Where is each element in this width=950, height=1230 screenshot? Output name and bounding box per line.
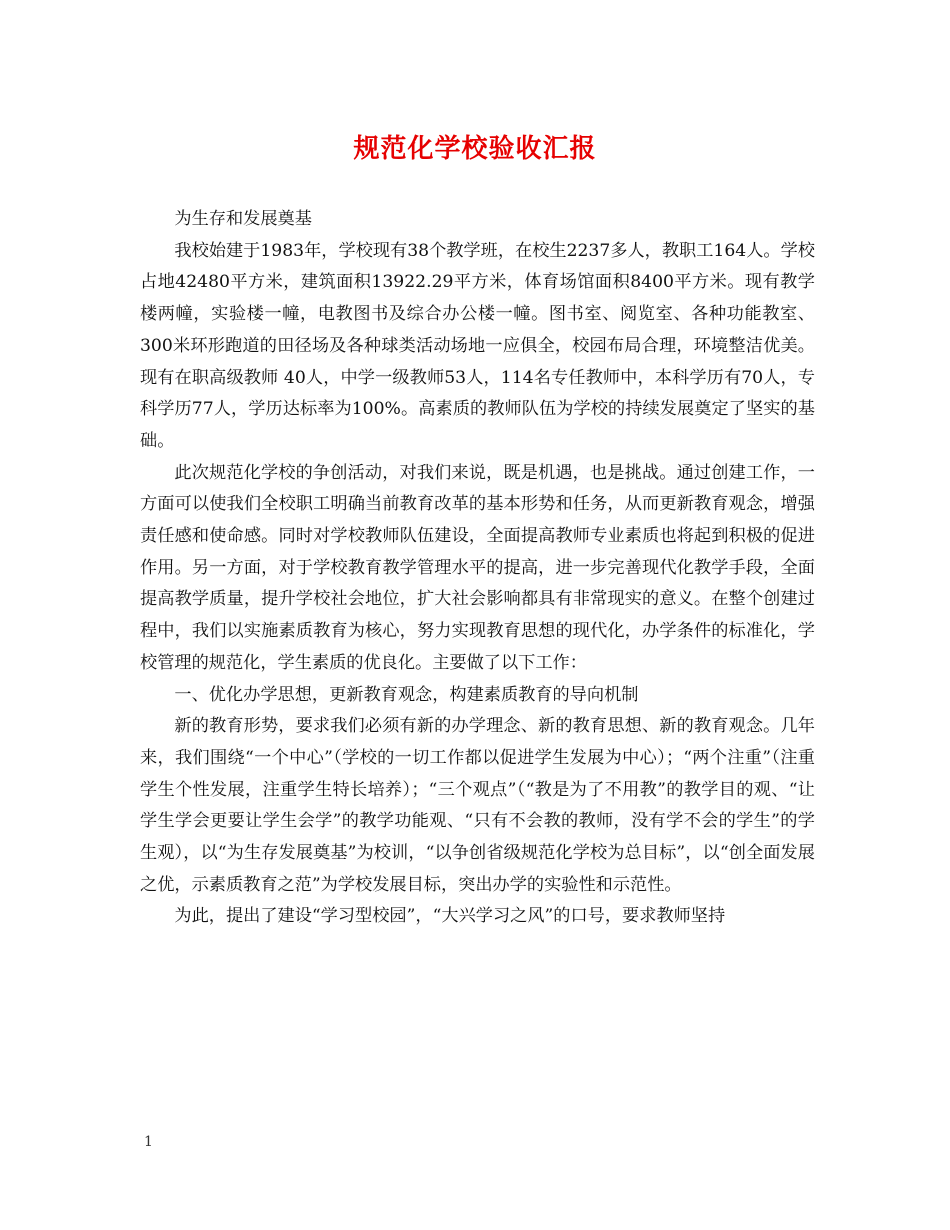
document-title: 规范化学校验收汇报 <box>353 134 597 164</box>
paragraph-learning-campus: 为此，提出了建设“学习型校园”，“大兴学习之风”的口号，要求教师坚持 <box>174 906 726 927</box>
paragraph-standardization-activity: 此次规范化学校的争创活动，对我们来说，既是机遇，也是挑战。通过创建工作，一方面可以使我们全校职工明确当前教育改革的基本形势和任务，从而更新教育观念，增强责任感和使命感。同时对学校教师队伍建设，全面提高教师专业素质也将起到积极的促进作用。另一方面，对于学校教育教学管理水平的提高，进一步完善现代化教学手段，全面提高教学质量，提升学校社会地位，扩大社会影响都具有非常现实的意义。在整个创建过程中，我们以实施素质教育为核心，努力实现教育思想的现代化，办学条件的标准化，学校管理的规范化，学生素质的优良化。主要做了以下工作： <box>140 462 815 673</box>
paragraph-motto: 为生存和发展奠基 <box>174 209 312 229</box>
paragraph-school-overview: 我校始建于1983年，学校现有38个教学班，在校生2237多人，教职工164人。学校占地42480平方米，建筑面积13922.29平方米，体育场馆面积8400平方米。现有教学楼两幢，实验楼一幢，电教图书及综合办公楼一幢。图书室、阅览室、各种功能教室、300米环形跑道的田径场及各种球类活动场地一应俱全，校园布局合理，环境整洁优美。现有在职高级教师 40人，中学一级教师53人，114名专任教师中，本科学历有70人，专科学历77人，学历达标率为100%。高素质的教师队伍为学校的持续发展奠定了坚实的基础。 <box>140 240 815 451</box>
section-heading-1: 一、优化办学思想，更新教育观念，构建素质教育的导向机制 <box>174 684 639 705</box>
page-number: 1 <box>144 1134 153 1150</box>
paragraph-education-philosophy: 新的教育形势，要求我们必须有新的办学理念、新的教育思想、新的教育观念。几年来，我们围绕“一个中心”（学校的一切工作都以促进学生发展为中心）；“两个注重”（注重学生个性发展，注重学生特长培养）；“三个观点”（“教是为了不用教”的教学目的观、“让学生学会更要让学生会学”的教学功能观、“只有不会教的教师，没有学不会的学生”的学生观），以“为生存发展奠基”为校训，“以争创省级规范化学校为总目标”，以“创全面发展之优，示素质教育之范”为学校发展目标，突出办学的实验性和示范性。 <box>140 716 815 895</box>
document-body <box>140 204 815 933</box>
